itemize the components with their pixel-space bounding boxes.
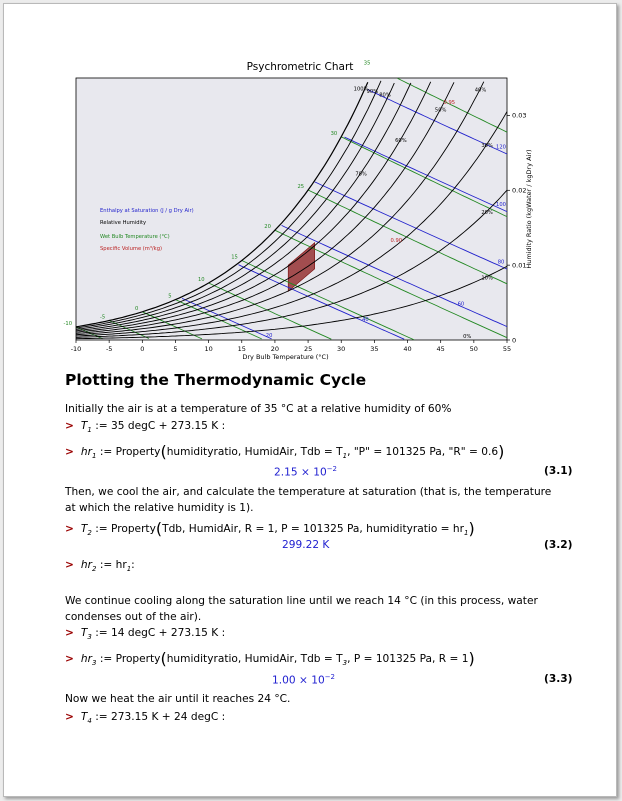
rh-label: 0%: [463, 334, 472, 340]
y-tick-label: 0.01: [512, 261, 527, 270]
paragraph-cooling: Then, we cool the air, and calculate the temperature at saturation (that is, the temperature at which the relative humidity is 1).: [65, 486, 552, 514]
document-page: [3, 3, 617, 797]
enthalpy-label: 120: [496, 144, 506, 151]
section-title: Plotting the Thermodynamic Cycle: [65, 371, 367, 389]
y-axis-label: Humidity Ratio (kgWater / kgDry Air): [525, 149, 533, 269]
command-t1[interactable]: > $T_1$ := 35 degC + 273.15 K :: [65, 420, 226, 434]
rh-label: 60%: [395, 138, 407, 144]
enthalpy-label: 20: [265, 332, 273, 339]
enthalpy-label: 100: [496, 202, 506, 209]
command-hr2[interactable]: > $hr_2$ := $hr_1$:: [65, 559, 135, 573]
rh-label: 30%: [481, 142, 493, 149]
rh-label: 40%: [474, 87, 487, 94]
wet-bulb-label: 25: [297, 184, 305, 190]
equation-number-3-3: (3.3): [544, 673, 573, 685]
wet-bulb-label: -5: [100, 314, 106, 321]
x-tick-label: 35: [370, 345, 379, 353]
rh-label: 90%: [366, 89, 379, 96]
prompt-marker: >: [65, 653, 74, 665]
prompt-marker: >: [65, 446, 74, 458]
rh-label: 100%: [353, 86, 369, 93]
paragraph-heating: Now we heat the air until it reaches 24 °C.: [65, 693, 291, 705]
x-tick-label: 25: [303, 345, 313, 353]
x-tick-label: -5: [105, 345, 113, 353]
rh-label: 20%: [481, 210, 493, 217]
x-tick-label: 0: [140, 345, 145, 353]
paragraph-initial-state: Initially the air is at a temperature of 35 °C at a relative humidity of 60%: [65, 403, 452, 415]
x-tick-label: 55: [502, 345, 512, 353]
x-tick-label: 20: [270, 345, 280, 353]
specific-volume-label: 0.95: [443, 99, 456, 106]
y-tick-label: 0.02: [512, 186, 527, 195]
enthalpy-label: 80: [497, 259, 505, 266]
wet-bulb-label: 15: [231, 254, 238, 261]
wet-bulb-label: 20: [264, 224, 271, 231]
chart-title: Psychrometric Chart: [246, 61, 354, 73]
legend-entry: Specific Volume (m³/kg): [100, 246, 163, 252]
x-tick-label: 5: [173, 345, 178, 353]
x-tick-label: 50: [469, 345, 478, 353]
x-axis-label: Dry Bulb Temperature (°C): [242, 353, 329, 361]
output-t2: 299.22 K: [282, 539, 330, 551]
y-tick-label: 0.03: [512, 111, 527, 120]
legend-entry: Enthalpy at Saturation (J / g Dry Air): [100, 208, 194, 214]
prompt-marker: >: [65, 559, 74, 571]
legend-entry: Relative Humidity: [100, 220, 147, 226]
command-hr1[interactable]: > $hr_1$ := Property(humidityratio, HumidAir, Tdb = $T_1$, "P" = 101325 Pa, "R" = 0.6): [65, 442, 505, 461]
specific-volume-label: 0.90: [390, 238, 403, 245]
rh-label: 80%: [379, 92, 391, 99]
psychrometric-chart: [4, 4, 616, 364]
prompt-marker: >: [65, 711, 74, 723]
x-tick-label: -10: [70, 345, 82, 353]
command-t2[interactable]: > $T_2$ := Property(Tdb, HumidAir, R = 1, P = 101325 Pa, humidityratio = $hr_1$): [65, 519, 475, 538]
rh-label: 10%: [481, 275, 493, 282]
x-tick-label: 10: [204, 345, 213, 353]
equation-number-3-2: (3.2): [544, 539, 573, 551]
wet-bulb-label: 0: [134, 305, 139, 312]
x-tick-label: 40: [403, 345, 412, 353]
paragraph-condensing: We continue cooling along the saturation line until we reach 14 °C (in this process, water condenses out of the air).: [65, 595, 538, 623]
wet-bulb-label: -10: [63, 320, 72, 327]
wet-bulb-label: 30: [330, 130, 338, 137]
rh-label: 70%: [355, 171, 367, 178]
enthalpy-label: 40: [362, 317, 369, 323]
command-hr3[interactable]: > $hr_3$ := Property(humidityratio, HumidAir, Tdb = $T_3$, P = 101325 Pa, R = 1): [65, 649, 475, 668]
x-tick-label: 30: [337, 345, 346, 353]
wet-bulb-label: 35: [363, 60, 371, 67]
output-hr1: $2.15 \times 10^{-2}$: [274, 465, 338, 479]
prompt-marker: >: [65, 420, 74, 432]
output-hr3: $1.00 \times 10^{-2}$: [272, 673, 336, 687]
y-tick-label: 0: [512, 336, 517, 345]
equation-number-3-1: (3.1): [544, 465, 573, 477]
command-t3[interactable]: > $T_3$ := 14 degC + 273.15 K :: [65, 627, 226, 641]
wet-bulb-label: 10: [197, 277, 205, 283]
enthalpy-label: 60: [457, 301, 465, 308]
wet-bulb-label: 5: [168, 293, 172, 300]
x-tick-label: 45: [436, 345, 445, 353]
prompt-marker: >: [65, 523, 74, 535]
legend-entry: Wet Bulb Temperature (°C): [100, 234, 170, 240]
command-t4[interactable]: > $T_4$ := 273.15 K + 24 degC :: [65, 711, 226, 725]
rh-label: 50%: [434, 107, 447, 114]
x-tick-label: 15: [237, 345, 246, 353]
prompt-marker: >: [65, 627, 74, 639]
